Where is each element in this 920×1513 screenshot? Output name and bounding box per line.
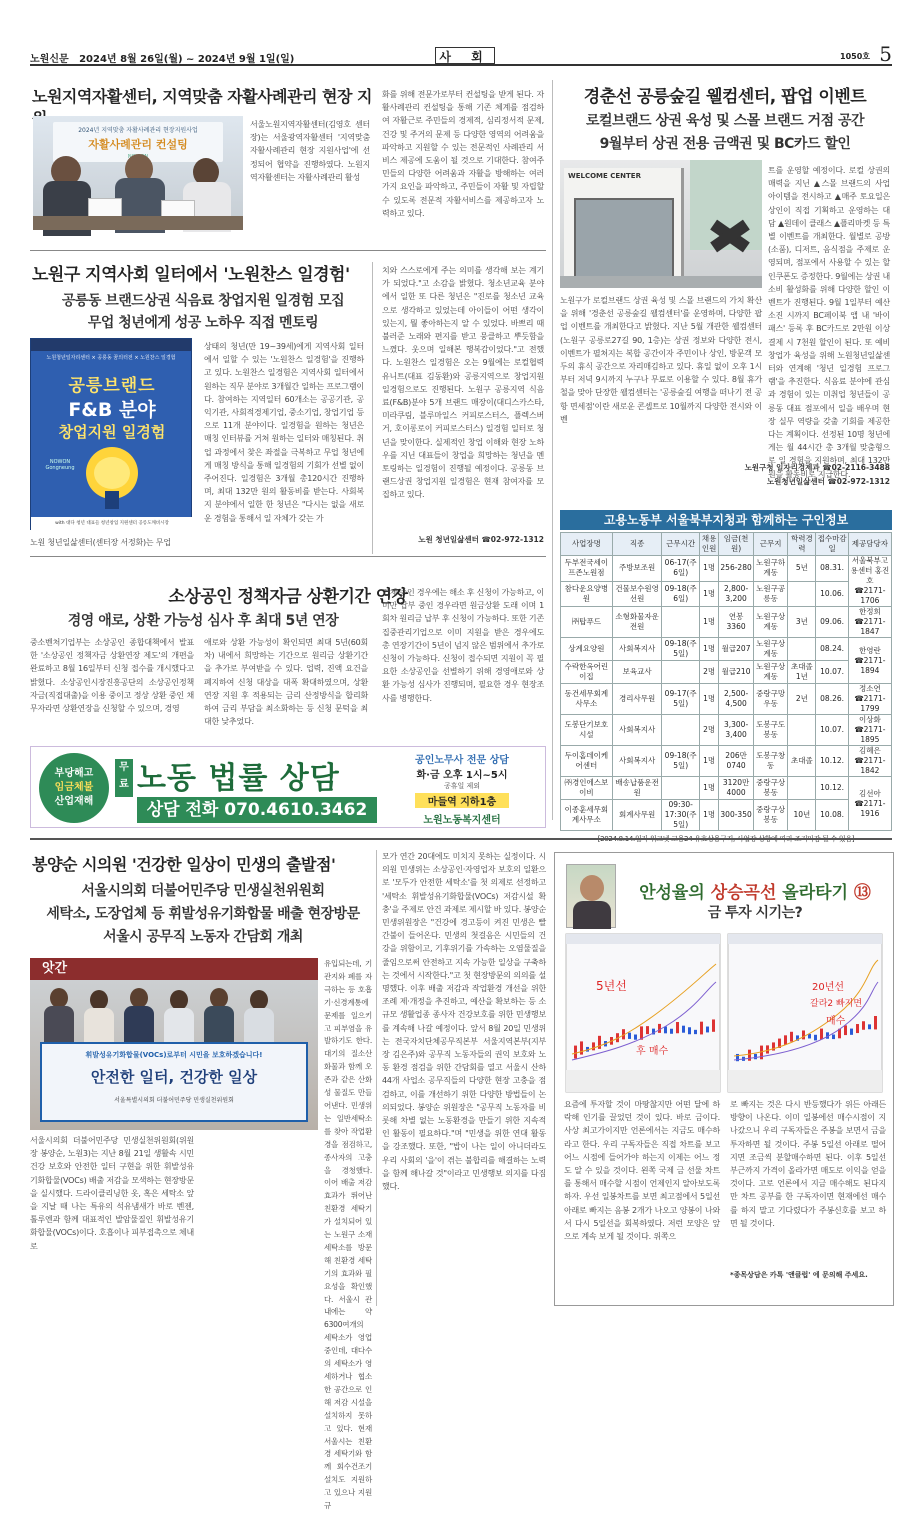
candle [676,1022,679,1033]
candle [856,1024,859,1033]
candle [820,1029,823,1040]
candle [850,1029,853,1035]
candle [688,1027,691,1034]
chart-note: 5년선 [596,979,627,993]
article2-body-col1: 상태의 청년(만 19~39세)에게 지역사회 일터에서 일할 수 있는 '노원찬스 일경험'을 진행하고 있다. 노원찬스 일경험은 지역사회 일터에서 원하는 직무 분야로 3개월간 일하는 프로그램이다. 참여하는 지역일터 60개소는 공공기관, 공익기관, 사회적경제기업, 중소기업, 창업기업 등으로 11개 분야이다. 일경험을 원하는 청년은 매칭 인터뷰를 거쳐 원하는 일터와 매칭된다. 취업 과정에서 찾은 좌절을 극복하고 무업 청년에게 매칭 방식을 통해 일경험의 기회가 선별 없이 주어진다. 일경험은 3개월 총120시간 진행하며, 최대 132만 원의 활동비를 받는다. 사회복지 분야에서 일한 한 청년은 "다시는 없을 새로운 경험을 통해서 일 자체가 갖는 가 [204,342,364,523]
jobs-header: 접수마감일 [816,533,848,556]
issue-number: 1050호 [840,52,870,61]
divider [372,262,373,554]
jobs-title: 고용노동부 서울북부지청과 함께하는 구인정보 [560,510,892,530]
table-row: ㈜탑푸드 소형화물자운전원 1명 연봉3360 노원구상계동 3년 09.06. 한정희 ☎2171-1847 [561,607,892,638]
table-row: 두부전국세이프존노원점 주방보조원 06-17(주6일) 1명 256-280 노원구하계동 5년 08.31. 서울북부고용센터 홍진호 ☎2171-1706 [561,556,892,582]
table-row: 이종훈세무회계사무소 회계사무원 09:30-17:30(주5일) 1명 300-350 중랑구상봉동 10년 10.08. [561,800,892,831]
article5-subtitle-3: 서울시 공무직 노동자 간담회 개최 [103,929,303,945]
article2-credit: 노원 청년일삶센터 ☎02-972-1312 [418,535,544,544]
header-dates: 노원신문 2024년 8월 26일(월) ~ 2024년 9월 1일(일) [30,54,295,65]
article3-credit-1: 노원구청 일자리경제과 ☎02-2116-3488 [744,463,890,472]
candle [694,1030,697,1034]
article3-title: 경춘선 공릉숲길 웰컴센터, 팝업 이벤트 [583,87,867,107]
candle [712,1019,715,1031]
candle [862,1021,865,1030]
jobs-header: 학력경력 [788,533,816,556]
ad-info: 공인노무사 전문 상담 화·금 오후 1시~5시 공휴일 제외 마들역 지하1층 노원노동복지센터 [415,755,509,826]
article3-body-col1: 노원구가 로컬브랜드 상권 육성 및 스몰 브랜드의 가치 확산을 위해 '경춘선 공릉숲길 웰컴센터'를 운영하며, 다양한 팝업 이벤트를 개최한다고 밝혔다. 지난 5월 개관한 웰컴센터(노원구 공릉로27길 90, 1층)는 상권 정보와 다양한 전시, 이벤트가 펼쳐지는 복합 공간이자 주민이나 상인, 방문객 모두의 휴식 공간으로 자리매김하고 있다. 휴일 없이 오후 1시부터 저녁 9시까지 누구나 무료로 이용할 수 있다. 8월 휴가철을 맞아 단장한 웰컴센터는 '공릉숲길 여행을 떠나기 전 공항 면세점'이란 새로운 콘셉트로 10월까지 다양한 전시와 이벤 [560,296,762,424]
candle [658,1024,661,1033]
candle [646,1026,649,1034]
article4-body-col3: 연체 중인 경우에는 해소 후 신청이 가능하고, 이미만 납부 중인 경우라면 원금상환 도래 이며 1회차 원리금 납부 후 신청이 가능하다. 또한 기존 집중관리기업으로 이미 지원을 받은 경우에도 총 연장기간이 5년이 넘지 않은 범위에서 추가로 신청이 가능하다. 신청이 접수되면 지원이 꼭 필요한 소상공인을 선별하기 위해 경영애로와 상환 가능성 심사가 진행되며, 필요한 경우 현장조사를 병행한다. [382,588,544,703]
candle [670,1029,673,1034]
candle [790,1032,793,1042]
table-row: 수락한옥어린이집 보육교사 2명 월급210 노원구상계동 초대졸1년 10.07. [561,661,892,684]
article1-body-right: 화를 위해 전문가로부터 컨설팅을 받게 된다. 자활사례관리 컨설팅을 통해 기존 체계를 점검하여 자활근로 주민들의 경제적, 심리정서적 문제, 건강 및 주거의 문제 등 다양한 영역의 어려움을 파악하고 지원할 수 있는 전문적인 사례관리 서비스 제공에 도움이 될 것으로 기대한다. 참여주민들의 다양한 어려움과 자활을 방해하는 여러 가지 요인을 파악하고, 주민들이 자활 및 자립할 수 있도록 전문적 자활서비스를 제공하고자 노력하고 있다. [382,90,544,218]
candle [592,1042,595,1050]
article4-body-col2: 애로와 상환 가능성이 확인되면 최대 5년(60회 차) 내에서 희망하는 기간으로 원리금 상환기간을 추가로 부여받을 수 있다. 업력, 진액 요건을 폐지하여 신청 대상을 대폭 확대하였으며, 상환연장 지원 후 적용되는 금리 산정방식을 합리화하여 금리 부담을 최소화하는 등 신청 문턱을 최대한 낮추었다. [204,638,368,727]
article1-photo: 2024년 지역맞춤 자활사례관리 현장지원사업 자활사례관리 컨설팅 [33,116,243,230]
article6-title: 안성율의 상승곡선 올라타기 ⑬ [639,883,871,903]
candle [814,1035,817,1041]
section-title: 사 회 [435,47,495,64]
article3-credit-2: 노원청년일삶센터 ☎02-972-1312 [766,477,890,486]
article2-poster: 노원청년일자리센터 × 공릉동 꿈의터전 × 노원찬스 일경험 공릉브랜드 F&B 분야 창업지원 일경험 NOWON Gongneung with 대다 청년 대표들 청년창업 지원센터 공릉도깨비시장 [30,338,192,530]
chart-note: 갈라2 빠지면 [810,999,863,1009]
article1-title: 노원지역자활센터, 지역맞춤 자활사례관리 현장 지 [32,87,372,106]
article5-subtitle-2: 세탁소, 도장업체 등 휘발성유기화합물 배출 현장방문 [46,906,360,922]
divider [30,250,546,251]
article4-title: 소상공인 정책자금 상환기간 연장 [168,587,408,607]
jobs-header: 근무지 [753,533,788,556]
column-divider [552,80,553,820]
candle [664,1027,667,1034]
article6-body-col1: 요즘에 투자할 것이 마땅찮지만 어떤 달에 하락해 인기를 끌었던 것이 있다. 바로 금이다. 사상 최고가이지만 언론에서는 지금도 매수하라고 한다. 우리 구독자들은 직접 차트를 보고 어느 시점에 들어가야 하는지 이제는 어느 정도 알 수 있을 것이다. 왼쪽 국제 금 선물 차트를 통해서 매수할 시점이 언제인지 알아보도록 하자. 우선 일봉차트를 보면 최고점에서 5일선 아래로 빠지는 음봉 2개가 나오고 양봉이 나와서 다시 5일선을 회복하였다. 저런 모양은 앞으로 계속 보게 될 것이다. 위쪽으 [564,1100,720,1242]
candle [628,1033,631,1039]
article3-body-col2: 트를 운영할 예정이다. 로컬 상권의 매력을 지닌 ▲스몰 브랜드의 사업 아이템을 전시하고 ▲매주 토요일은 상인이 직접 기획하고 운영하는 대담 ▲원데이 클래스 ▲플리마켓 등 특별 이벤트를 개최한다. 월별로 공방(소품), 디저트, 음식점을 주제로 운영되며, 점포에서 사용할 수 있는 할인쿠폰도 증정한다. 9월에는 상권 내 소비 활성화를 위해 다양한 할인 이벤트가 진행된다. 9월 1일부터 예산소진 시까지 BC페이북 앱 내 '바이패스' 등록 후 BC카드로 2만원 이상 결제 시 7천원 할인이 된다. 또 예비 창업가 육성을 위해 노원청년일삶센터와 연계해 '청년 일경험 프로그램'을 추진한다. 식음료 분야에 관심과 경험이 있는 미취업 청년들이 공릉동 대표 점포에서 일을 배우며 현장 실무 역량을 갖출 기회를 제공한다는 계획이다. 선정된 10명 청년에게는 월 44시간 총 3개월 맞춤형으로 일 경험을 지원하며, 최대 132만원을 활동비로 지급한다. [768,166,890,479]
candle [598,1036,601,1049]
page-number: 5 [879,42,892,66]
candle [868,1024,871,1029]
article4-body-col1: 중소벤처기업부는 소상공인 종합대책에서 발표한 '소상공인 정책자금 상환연장 제도'의 개편을 완료하고 8월 16일부터 신청 접수를 개시했다고 밝혔다. 소상공인시장진흥공단의 소상공인정책자금(직접대출)을 이용 중이고 정상 상환 중인 채무자라면 상환연장을 신청할 수 있으며, 경영 [30,638,194,714]
divider [30,556,546,557]
article5-photo: 앗간 휘발성유기화합물(VOCs)로부터 시민을 보호하겠습니다! 안전한 일터, 건강한 일상 서울특별시의회 더불어민주당 민생실천위원회 [30,958,318,1130]
gold-chart-weekly [728,934,882,1092]
table-row: ㈜경인에스보이비 배송납품운전원 1명 3120만4000 중랑구상봉동 10.12. 김선아 ☎2171-1916 [561,777,892,800]
jobs-contact: 한영란 ☎2171-1894 [848,638,891,684]
candle [580,1041,583,1054]
candle [874,1016,877,1029]
jobs-header: 채용인원 [699,533,718,556]
labor-law-ad [30,746,546,828]
ad-headline: 노동 법률 상담 [137,761,340,796]
candle [700,1022,703,1035]
article6-subtitle: 금 투자 시기는? [707,905,803,921]
article2-subtitle-2: 무업 청년에게 성공 노하우 직접 멘토링 [87,315,319,331]
table-row: 상계요양원 사회복지사 09-18(주5일) 1명 월급207 노원구상계동 08.24. 한영란 ☎2171-1894 [561,638,892,661]
candle [784,1035,787,1044]
divider [30,838,892,840]
jobs-table [560,532,892,844]
jobs-header: 제공담당자 [848,533,891,556]
chart-note: 후 매수 [636,1046,669,1057]
article2-subtitle-1: 공릉동 브랜드상권 식음료 창업지원 일경험 모집 [61,293,345,309]
table-row: 도봉단기보호시설 사회복지사 2명 3,300-3,400 도봉구도봉동 10.07. 이상화 ☎2171-1895 [561,715,892,746]
table-row: 동건세무회계사무소 경리사무원 09-17(주5일) 1명 2,500-4,500 중랑구망우동 2년 08.26. 정소연 ☎2171-1799 [561,684,892,715]
jobs-header: 임금(천원) [719,533,754,556]
table-row: 참다운요양병원 건물보수원영선원 09-18(주6일) 1명 2,800-3,200 노원구공릉동 10.06. [561,581,892,607]
jobs-contact: 한정희 ☎2171-1847 [848,607,891,638]
article5-title: 봉양순 시의원 '건강한 일상이 민생의 출발점' [32,855,336,874]
candle [766,1045,769,1053]
article6-footnote: *종목상담은 카톡 '앤클럽' 에 문의해 주세요. [730,1271,868,1279]
article3-photo: WELCOME CENTER [560,160,762,288]
ad-badge: 부당해고 임금체불 산업재해 [39,753,109,823]
article1-body-left: 서울노원지역자활센터(김영호 센터장)는 서울광역자활센터 '지역맞춤 자활사례관리 현장 지원사업'에 선정되어 협약을 진행하였다. 노원지역자활센터는 자활사례관리 활성 [250,120,370,182]
divider [376,850,377,1306]
article3-subtitle-1: 로컬브랜드 상권 육성 및 스몰 브랜드 거점 공간 [585,113,865,129]
candle [754,1054,757,1059]
candle [802,1030,805,1039]
candle [748,1050,751,1061]
article2-caption: 노원 청년일삶센터(센터장 서정화)는 무업 [30,538,171,547]
columnist-avatar [566,864,616,928]
article2-title: 노원구 지역사회 일터에서 '노원찬스 일경험' [32,265,350,285]
jobs-contact: 서울북부고용센터 홍진호 ☎2171-1706 [848,556,891,607]
chart-note: 20년선 [812,982,845,993]
article3-subtitle-2: 9월부터 상권 전용 금액권 및 BC카드 할인 [599,136,851,152]
candle [682,1026,685,1033]
candle [634,1035,637,1040]
table-row: 두이홈데이케어센터 사회복지사 09-18(주5일) 1명 206만0740 도봉구창동 초대졸 10.12. 김혜은 ☎2171-1842 [561,746,892,777]
article5-body-col2: 모가 연간 20대에도 미치지 못하는 실정이다. 시의원 민생위는 소상공인·자영업자 보호의 일환으로 '모두가 안전한 세탁소'를 첫 의제로 선정하고 '세탁소 휘발성유기화합물(VOCs) 저감시설 확충'을 주제로 안건 과제로 제시할 바 있다. 봉양순 민생위원장은 "건강에 경고등이 켜진 민생은 빨간불이 들어온다. 민생의 첫걸음은 시민들의 건강을 위함이고, 기후위기를 가속하는 오염물질을 줄임으로써 안전하고 지속 가능한 일상을 구축하는 것에서 시작한다."고 첫 현장방문의 의의를 설명했다. 이후 배출 저감과 작업환경 개선을 위한 조례 제·개정을 추진하고, 예산을 확보하는 등 소규모 생활업종 종사자 건강보호를 위한 민생행보를 계속해 나갈 예정이다. 앞서 8월 20일 민생위는 전국자치단체공무직본부 서울지역본부(지부장 김은주)와 공무직 노동자들의 권익 보호와 노동 환경 점검을 위한 간담회를 열고 서울시 산하 44개 사업소 공무직들의 다양한 현장 고충을 점검하고, 이를 개선하기 위한 다양한 방법들이 논의되었다. 봉양순 위원장은 "공무직 노동자를 비롯해 차별 없는 노동환경을 만들기 위한 지속적인 활동이 필요하다."며 "민생을 위한 연대 활동을 강조했다. 또한, "밥이 나는 일이 아니더라도 우리 사회의 '을'이 겪는 불합리를 해결하는 노력을 함께 해나갈 것"이라고 민생행보 의지를 다짐했다. [382,852,546,1192]
jobs-contact: 김선아 ☎2171-1916 [848,777,891,831]
chart-note: 매수 [826,1016,846,1027]
jobs-contact: 정소연 ☎2171-1799 [848,684,891,715]
article4-subtitle: 경영 애로, 상환 가능성 심사 후 최대 5년 연장 [67,613,339,629]
jobs-contact: 김혜은 ☎2171-1842 [848,746,891,777]
candle [706,1027,709,1033]
jobs-header: 근무시간 [662,533,700,556]
gold-chart-daily [566,934,720,1092]
jobs-contact: 이상화 ☎2171-1895 [848,715,891,746]
candle [832,1035,835,1040]
article5-body-col1b [204,1134,372,1306]
jobs-header: 사업장명 [561,533,613,556]
article5-body-col1: 서울시의회 더불어민주당 민생실천위원회(위원장 봉양순, 노원3)는 지난 8월 21일 생활속 시민건강 보호와 안전한 일터 구현을 위한 휘발성유기화합물(VOCs) 배출 저감을 모색하는 현장방문을 실시했다. 드라이클리닝한 옷, 혹은 세탁소 앞을 지날 때 나는 특유의 석유냄새가 바로 벤젠, 톨루엔과 함께 대표적인 발암물질인 휘발성유기화합물(VOCs)이다. 호흡이나 피부접촉으로 체내로 [30,1136,194,1251]
article2-body-col2: 치와 스스로에게 주는 의미를 생각해 보는 계기가 되었다."고 소감을 밝혔다. 청소년교육 분야에서 일한 또 다른 청년은 "진로를 청소년 교육으로 생각하고 있었는데 아이들이 어떤 생각이 있는지, 뭘 좋아하는지 알 수 있었다. 바쁘리 때 불러준 노래와 편지를 받고 뭉클하고 뿌듯함을 느꼈다. 웃으며 일해본 행복감이었다."고 전했다. 노원찬스 일경험은 오는 9월에는 로컬협력 유니트(대표 김동환)와 공릉지역으로 창업지원 일경험으로도 진행된다. 노원구 공릉지역 식음료(F&B)분야 5개 브랜드 매장이(대디스카스타, 미라쿠림, 블루마일스 커피로스터스, 플렉스버거, 호이롱로이 커피로스터스) 일경험 일터로 청년을 맞이한다. 실제적인 창업 이해와 현장 노하우를 지닌 대표들이 창업을 희망하는 청년을 멘토링하는 일경험이 진행될 예정이다. 공릉동 브랜드상권 창업지원 일경험은 현재 참여자를 모집하고 있다. [382,266,544,500]
article6-body-col2: 로 빠지는 것은 다시 반등했다가 위든 아래든 방향이 나온다. 이미 일봉에선 매수시점이 지나갔으니 우리 구독자들은 주봉을 보면서 금을 투자하면 될 것이다. 주봉 5일선 아래로 떨어지면 조금씩 분할매수하면 된다. 이후 5일선 부근까지 가격이 올라가면 매도로 이익을 얻을 것이다. 고로 언론에서 지금 매수해도 된다지만 차트 공부를 한 구독자이면 현재에선 매수를 하지 말고 기다렸다가 주봉신호를 보고 하면 될 것이다. [730,1100,886,1228]
article5-body-side: 유입되는데, 기관지와 폐를 자극하는 등 호흡기·신경계통에 문제를 일으키고 피부염을 유발하기도 한다. 대기의 질소산화물과 함께 오존과 같은 산화성 물질도 만들어낸다. 민생위는 일반세탁소를 찾아 작업환경을 점검하고, 종사자의 고충을 경청했다. 이어 배출 저감효과가 뛰어난 친환경 세탁기가 설치되어 있는 노원구 소재 세탁소를 방문해 친환경 세탁기의 효과와 필요성을 확인했다. 서울시 관내에는 약 6300여개의 세탁소가 영업 중인데, 대다수의 세탁소가 영세하거나 협소한 공간으로 인해 저감 시설을 설치하지 못하고 있다. 현재 서울시는 친환경 세탁기와 함께 회수건조기 설치도 지원하고 있으나 지원규 [324,959,372,1511]
page-header [30,42,892,66]
jobs-header: 직종 [612,533,662,556]
article5-subtitle-1: 서울시의회 더불어민주당 민생실천위원회 [81,883,325,899]
ad-phone[interactable]: 상담 전화 070.4610.3462 [137,797,377,823]
ad-free: 무료 [115,759,133,797]
candle [574,1046,577,1059]
